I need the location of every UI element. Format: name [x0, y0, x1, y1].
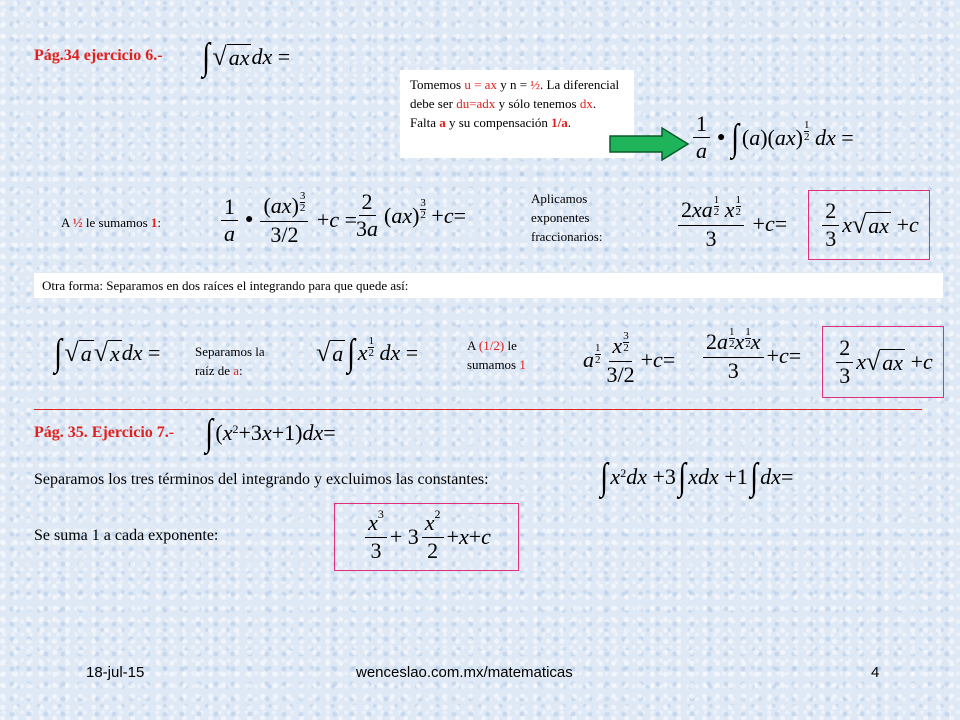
final-answer-box-1: $\frac{2}{3}$ x √ ax + c	[808, 190, 930, 260]
sqrt-a-times-integral: √ a ∫ x 1 2 dx =	[316, 332, 419, 374]
power-rule-alt: a 1 2 x $\frac{3}{2}$ 3/2 + c =	[583, 329, 676, 387]
substitution-note: Tomemos u = ax y n = ½. La diferencial debe ser du=adx y sólo tenemos dx. Falta a y su compensación 1/a.	[400, 70, 634, 158]
power-rule-result: $\frac{1}{a}$ ● (ax) $\frac{3}{2}$ 3/2 + c =	[218, 194, 357, 247]
polynomial-integral: ∫ ( x 2 +3 x +1) dx =	[205, 412, 336, 454]
footer-page-number: 4	[871, 664, 880, 681]
split-roots-integral: ∫ √ a √ x dx =	[54, 332, 161, 374]
separate-terms-text: Separamos los tres términos del integrando y excluimos las constantes:	[34, 471, 489, 488]
final-answer-box-2: $\frac{2}{3}$ x √ ax + c	[822, 326, 944, 398]
alternative-method-bar: Otra forma: Separamos en dos raíces el integrando para que quede así:	[34, 273, 943, 298]
exercise-6-heading: Pág.34 ejercicio 6.-	[34, 47, 163, 64]
fractional-exponent-form: 2xa $\frac{1}{2}$ x $\frac{1}{2}$ 3 + c =	[675, 198, 787, 251]
arrow-right-icon	[608, 126, 690, 162]
footer-site: wenceslao.com.mx/matematicas	[356, 664, 573, 681]
separate-root-label: Separamos la raíz de a:	[195, 344, 265, 378]
fractional-exponents-label: Aplicamos exponentes fraccionarios:	[531, 191, 603, 244]
add-one-exponent-text: Se suma 1 a cada exponente:	[34, 527, 219, 544]
simplified-alt: 2a $\frac{1}{2}$ x $\frac{1}{2}$ x 3 + c =	[700, 330, 801, 383]
separated-integrals: ∫ x 2 dx +3 ∫ xdx +1 ∫ dx =	[600, 456, 794, 498]
add-one-label: A (1/2) le sumamos 1	[467, 338, 526, 372]
step-add-one-label: A ½ le sumamos 1:	[61, 215, 162, 230]
simplified-result: $\frac{2}{3a}$ ( ax ) 3 2 + c =	[356, 189, 467, 242]
exercise-7-heading: Pág. 35. Ejercicio 7.-	[34, 424, 175, 441]
compensated-integral: $\frac{1}{a}$ ● ∫ ( a )( ax ) 1 2 dx =	[690, 112, 854, 163]
section-divider	[34, 409, 922, 410]
final-answer-box-3: $\frac{x^3}{3}$ + 3 $\frac{x^2}{2}$ + x + c	[334, 503, 519, 571]
integral-sqrt-ax: ∫ √ ax dx =	[202, 36, 291, 78]
footer-date: 18-jul-15	[86, 664, 145, 681]
